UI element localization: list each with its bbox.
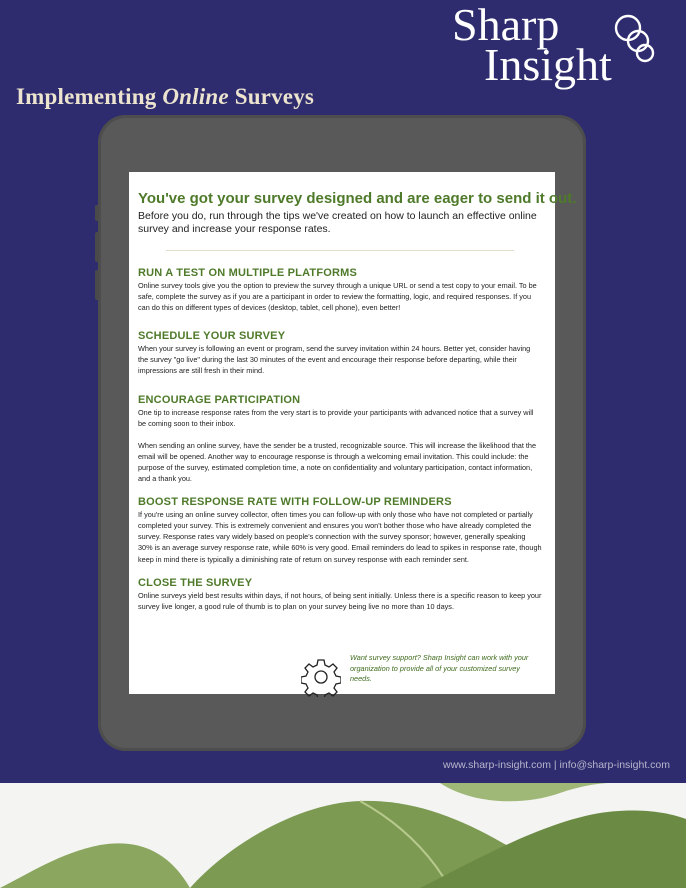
section-heading: CLOSE THE SURVEY — [138, 576, 253, 589]
logo-word-sharp: Sharp — [452, 0, 560, 50]
section-heading: RUN A TEST ON MULTIPLE PLATFORMS — [138, 267, 358, 279]
tablet-side-button — [95, 205, 99, 221]
section-heading: SCHEDULE YOUR SURVEY — [138, 330, 286, 343]
section-run-test — [138, 267, 542, 313]
section-text: Online survey tools give you the option to preview the survey through a unique URL or send a test copy to your email. To be safe, complete the survey as if you are a participant in order to review the formatting, logic, and required responses. If you can do this on different types of devices (desktop, tablet, cell phone), even better! — [138, 281, 537, 313]
logo-word-insight: Insight — [484, 39, 612, 90]
leaf-illustration — [0, 783, 686, 888]
tablet-side-button — [95, 232, 99, 262]
footer-contact: www.sharp-insight.com | info@sharp-insight.com — [443, 759, 670, 771]
section-heading: BOOST RESPONSE RATE WITH FOLLOW-UP REMINDERS — [138, 496, 452, 509]
document-headline: You've got your survey designed and are eager to send it out. — [138, 190, 577, 207]
tablet-side-button — [95, 270, 99, 300]
logo-rings-icon — [610, 8, 664, 72]
section-text: When your survey is following an event or program, send the survey invitation within 24 hours. Better yet, consider having the survey "go live" during the last 30 minutes of the event and encourage their response before departing, while their impressions are still fresh in their mind. — [138, 344, 531, 376]
gear-icon — [301, 657, 341, 697]
support-callout — [301, 653, 541, 693]
section-heading: ENCOURAGE PARTICIPATION — [138, 393, 301, 406]
section-text: When sending an online survey, have the sender be a trusted, recognizable source. This will increase the likelihood that the email will be opened. Another way to encourage response is through a welcoming email invitation. This could include: the purpose of the survey, estimated completion time, a note on confidentiality and voluntary participation, contact information, and a thank you. — [138, 440, 537, 484]
page-title: Implementing Online Surveys — [16, 84, 315, 109]
section-text: If you're using an online survey collector, often times you can follow-up with only those who have not completed or partially completed your survey. This is extremely convenient and ensures you won't bother those who have already completed the survey. Response rates vary widely based on people's connection with the survey sponsor; however, generally speaking 30% is an average survey response rate, while 60% is very good. Email reminders do lead to spikes in response rate, though keep in mind there is typically a diminishing rate of return on survey response with each reminder sent. — [138, 510, 542, 564]
section-schedule — [138, 330, 542, 376]
section-text: One tip to increase response rates from the very start is to provide your participants with advanced notice that a survey will be coming soon to their inbox. — [138, 407, 534, 428]
tablet-screen — [129, 172, 577, 694]
leaf-photo — [0, 783, 686, 888]
divider — [166, 250, 514, 251]
section-boost — [138, 496, 542, 564]
document-content — [138, 190, 577, 612]
section-text: Online surveys yield best results within days, if not hours, of being sent initially. Unless there is a specific reason to keep your survey live longer, a good rule of thumb is to plan on your survey being live no more than 10 days. — [138, 590, 542, 611]
document-intro: Before you do, run through the tips we've created on how to launch an effective online survey and increase your response rates. — [138, 210, 537, 235]
callout-text: Want survey support? Sharp Insight can work with your organization to provide all of your customized survey needs. — [350, 653, 529, 683]
sharp-insight-logo — [452, 2, 678, 94]
section-close — [138, 577, 542, 612]
section-encourage — [138, 394, 542, 485]
